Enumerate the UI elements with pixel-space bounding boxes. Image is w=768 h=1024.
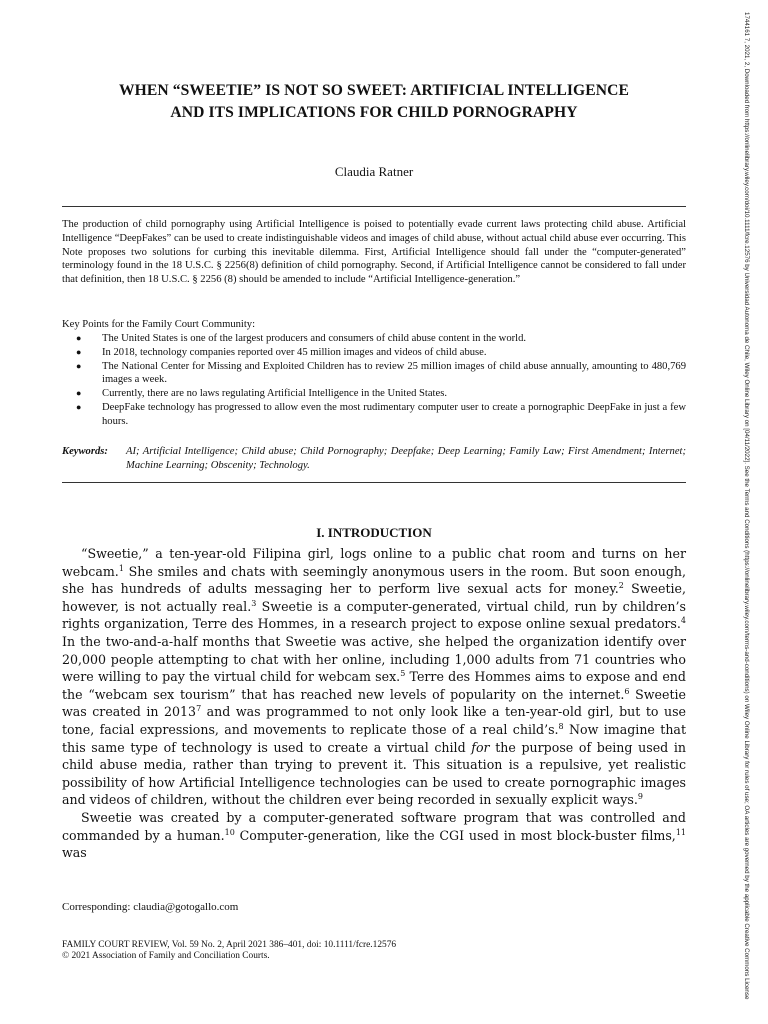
corresponding-email: Corresponding: claudia@gotogallo.com	[62, 901, 239, 913]
sidebar-text: 1744161 7, 2021, 2, Downloaded from https://onlinelibrary.wiley.com/doi/10.1111/fcre.12576 by Universidad Autonoma de Chile, Wiley Online Library on [04/11/2022]. See the Terms and Conditions (https://onlinelibrary.wiley.com/terms-and-conditions) on Wiley Online Library for rules of use; OA articles are governed by the applicable Creative Commons License	[743, 12, 750, 1000]
bullet-icon: ●	[76, 346, 82, 357]
keywords	[62, 445, 686, 473]
paragraph: “Sweetie,” a ten-year-old Filipina girl, logs online to a public chat room and turns on her webcam.$^1$ She smiles and chats with seemingly anonymous users in the room. But soon enough, she has hundreds of adults messaging her to perform live sexual acts for money.$^2$ Sweetie, however, is not actually real.$^3$ Sweetie is a computer-generated, virtual child, run by children’s rights organization, Terre des Hommes, in a research project to expose online sexual predators.$^4$ In the two-and-a-half months that Sweetie was active, she helped the organization identify over 20,000 people attempting to chat with her online, including 1,000 adults from 71 countries who were willing to pay the virtual child for webcam sex.$^5$ Terre des Hommes aims to expose and end the “webcam sex tourism” that has reached new levels of popularity on the internet.$^6$ Sweetie was created in 2013$^7$ and was programmed to not only look like a ten-year-old girl, but to use tone, facial expressions, and movements to replicate those of a real child’s.$^8$ Now imagine that this same type of technology is used to create a virtual child for the purpose of being used in child abuse media, rather than trying to prevent it. This situation is a repulsive, yet realistic possibility of how Artificial Intelligence technologies can be used to create pornographic images and videos of children, without the children ever being recorded in sexually explicit ways.$^9$	[62, 546, 687, 808]
paragraph: Sweetie was created by a computer-generated software program that was controlled and commanded by a human.$^{10}$ Computer-generation, like the CGI used in most block-buster films,$^{11}$ was	[62, 809, 686, 861]
bullet-icon: ●	[76, 401, 82, 412]
key-point-item: ● Currently, there are no laws regulating Artificial Intelligence in the United States.	[76, 388, 447, 400]
footnote-ref: 5	[400, 668, 406, 678]
key-points-title: Key Points for the Family Court Community:	[62, 319, 256, 330]
section-heading-introduction: I. INTRODUCTION	[316, 525, 432, 540]
footnote-ref: 4	[680, 616, 686, 626]
body-text	[62, 545, 686, 862]
footer-citation: FAMILY COURT REVIEW, Vol. 59 No. 2, April 2021 386–401, doi: 10.1111/fcre.12576	[62, 940, 397, 950]
bullet-icon: ●	[76, 360, 82, 371]
key-point-item: ● The United States is one of the largest producers and consumers of child abuse content in the world.	[76, 333, 527, 344]
article-title	[60, 80, 688, 124]
footnote-ref: 9	[637, 792, 643, 802]
key-point-item: ● DeepFake technology has progressed to allow even the most rudimentary computer user to create a pornographic DeepFake in just a few hours.	[76, 401, 686, 427]
key-points-list	[62, 332, 686, 429]
footnote-ref: 7	[196, 704, 202, 714]
footnote-ref: 3	[251, 598, 257, 608]
key-point-item: ● The National Center for Missing and Exploited Children has to review 25 million images of child abuse annually, amounting to 480,769 images a week.	[76, 360, 686, 386]
author-name: Claudia Ratner	[334, 164, 414, 179]
title-line-2: AND ITS IMPLICATIONS FOR CHILD PORNOGRAPHY	[170, 104, 578, 121]
download-sidebar-notice	[740, 12, 756, 1012]
abstract-top-divider	[62, 206, 686, 207]
keywords-label: Keywords:	[62, 446, 108, 457]
abstract-bottom-divider	[62, 482, 686, 483]
bullet-icon: ●	[76, 388, 82, 399]
footer-copyright: © 2021 Association of Family and Conciliation Courts.	[62, 951, 270, 962]
title-line-1: WHEN “SWEETIE” IS NOT SO SWEET: ARTIFICIAL INTELLIGENCE	[118, 82, 630, 99]
journal-footer	[62, 940, 396, 963]
abstract: The production of child pornography using Artificial Intelligence is poised to potentially evade current laws protecting child abuse. Artificial Intelligence “DeepFakes” can be used to create indistinguishable videos and images of child abuse, without actual child abuse ever occurring. This Note proposes two solutions for curbing this inevitable dilemma. First, Artificial Intelligence should fall under the “computer-generated” terminology found in the 18 U.S.C. § 2256(8) definition of child pornography. Second, if Artificial Intelligence cannot be considered to fall under that definition, then 18 U.S.C. § 2256 (8) should be amended to include “Artificial Intelligence-generation.”	[62, 219, 686, 286]
footnote-ref: 6	[624, 686, 630, 696]
footnote-ref: 8	[558, 721, 564, 731]
footnote-ref: 2	[618, 581, 624, 590]
footnote-ref: 10	[224, 827, 235, 837]
keywords-text: AI; Artificial Intelligence; Child abuse; Child Pornography; Deepfake; Deep Learning; Family Law; First Amendment; Internet; Machine Learning; Obscenity; Technology.	[126, 446, 686, 471]
key-point-item: ● In 2018, technology companies reported over 45 million images and videos of child abuse.	[76, 346, 487, 358]
bullet-icon: ●	[76, 333, 82, 343]
footnote-ref: 11	[675, 827, 686, 837]
footnote-ref: 1	[118, 563, 124, 573]
